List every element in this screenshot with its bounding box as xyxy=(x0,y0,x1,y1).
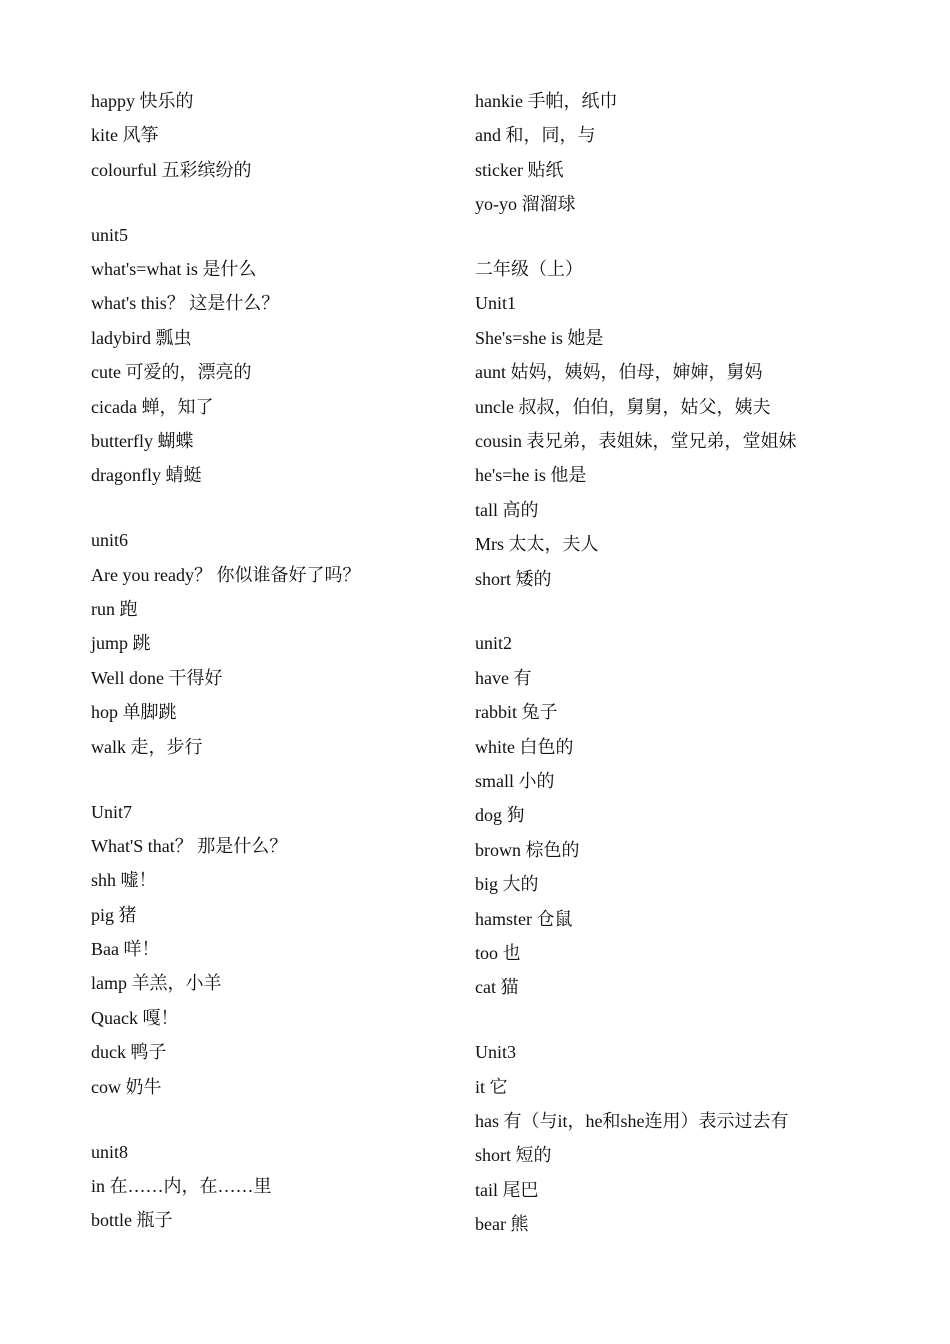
vocabulary-entry: short 矮的 xyxy=(475,568,552,589)
vocabulary-entry: ladybird 瓢虫 xyxy=(91,327,192,348)
section-gap xyxy=(475,596,895,627)
vocabulary-entry: it 它 xyxy=(475,1076,508,1097)
section-gap xyxy=(91,1104,511,1135)
section-gap xyxy=(91,187,511,218)
vocabulary-entry: bottle 瓶子 xyxy=(91,1210,173,1231)
vocabulary-entry: yo-yo 溜溜球 xyxy=(475,194,576,215)
vocabulary-entry: What'S that？ 那是什么？ xyxy=(91,835,288,856)
vocabulary-entry: tall 高的 xyxy=(475,499,539,520)
vocabulary-entry: tail 尾巴 xyxy=(475,1179,539,1200)
vocabulary-entry: cicada 蝉，知了 xyxy=(91,396,214,417)
vocabulary-entry: brown 棕色的 xyxy=(475,839,580,860)
vocabulary-entry: aunt 姑妈，姨妈，伯母，婶婶，舅妈 xyxy=(475,362,763,383)
unit-heading: Unit1 xyxy=(475,293,517,314)
vocabulary-entry: run 跑 xyxy=(91,599,138,620)
unit-heading: Unit7 xyxy=(91,801,133,822)
vocabulary-entry: sticker 贴纸 xyxy=(475,159,564,180)
vocabulary-entry: cousin 表兄弟，表姐妹，堂兄弟，堂姐妹 xyxy=(475,431,797,452)
vocabulary-entry: what's this？ 这是什么？ xyxy=(91,293,280,314)
vocabulary-entry: lamp 羊羔，小羊 xyxy=(91,973,222,994)
vocabulary-entry: kite 风筝 xyxy=(91,125,159,146)
vocabulary-entry: pig 猪 xyxy=(91,904,137,925)
section-gap xyxy=(475,1005,895,1036)
vocabulary-entry: duck 鸭子 xyxy=(91,1042,167,1063)
vocabulary-entry: short 短的 xyxy=(475,1145,552,1166)
vocabulary-entry: dog 狗 xyxy=(475,805,525,826)
vocabulary-entry: happy 快乐的 xyxy=(91,91,194,111)
vocabulary-entry: rabbit 兔子 xyxy=(475,702,558,723)
unit-heading: unit2 xyxy=(475,633,513,654)
vocabulary-entry: hamster 仓鼠 xyxy=(475,908,573,929)
vocabulary-entry: cute 可爱的，漂亮的 xyxy=(91,362,252,383)
vocabulary-entry: white 白色的 xyxy=(475,736,574,757)
vocabulary-entry: hankie 手帕，纸巾 xyxy=(475,91,618,111)
vocabulary-entry: Well done 干得好 xyxy=(91,667,223,688)
vocabulary-entry: Quack 嘎！ xyxy=(91,1007,179,1028)
vocabulary-entry: bear 熊 xyxy=(475,1214,529,1235)
right-column xyxy=(475,84,895,1242)
vocabulary-entry: colourful 五彩缤纷的 xyxy=(91,159,252,180)
vocabulary-entry: and 和，同，与 xyxy=(475,125,596,146)
unit-heading: 二年级（上） xyxy=(475,259,583,280)
vocabulary-entry: shh 嘘！ xyxy=(91,870,157,891)
vocabulary-entry: big 大的 xyxy=(475,874,539,895)
section-gap xyxy=(91,764,511,795)
section-gap xyxy=(475,222,895,253)
vocabulary-entry: in 在……内，在……里 xyxy=(91,1175,272,1196)
unit-heading: unit8 xyxy=(91,1141,129,1162)
vocabulary-entry: hop 单脚跳 xyxy=(91,702,177,723)
vocabulary-entry: Are you ready？ 你似谁备好了吗？ xyxy=(91,564,361,585)
vocabulary-entry: uncle 叔叔，伯伯，舅舅，姑父，姨夫 xyxy=(475,396,771,417)
vocabulary-entry: have 有 xyxy=(475,667,532,688)
vocabulary-entry: Baa 咩！ xyxy=(91,939,160,960)
vocabulary-entry: small 小的 xyxy=(475,771,555,792)
vocabulary-entry: cow 奶牛 xyxy=(91,1076,162,1097)
vocabulary-entry: Mrs 太太，夫人 xyxy=(475,534,599,555)
vocabulary-entry: jump 跳 xyxy=(91,633,151,654)
vocabulary-entry: what's=what is 是什么 xyxy=(91,259,257,280)
vocabulary-entry: has 有（与it，he和she连用）表示过去有 xyxy=(475,1111,789,1132)
section-gap xyxy=(91,493,511,524)
vocabulary-entry: cat 猫 xyxy=(475,977,519,998)
unit-heading: unit6 xyxy=(91,530,129,551)
vocabulary-entry: butterfly 蝴蝶 xyxy=(91,431,194,452)
left-column xyxy=(91,84,511,1238)
vocabulary-entry: dragonfly 蜻蜓 xyxy=(91,465,202,486)
vocabulary-entry: too 也 xyxy=(475,942,521,963)
unit-heading: unit5 xyxy=(91,224,129,245)
vocabulary-entry: She's=she is 她是 xyxy=(475,327,604,348)
vocabulary-entry: walk 走，步行 xyxy=(91,736,203,757)
vocabulary-entry: he's=he is 他是 xyxy=(475,465,587,486)
unit-heading: Unit3 xyxy=(475,1042,517,1063)
